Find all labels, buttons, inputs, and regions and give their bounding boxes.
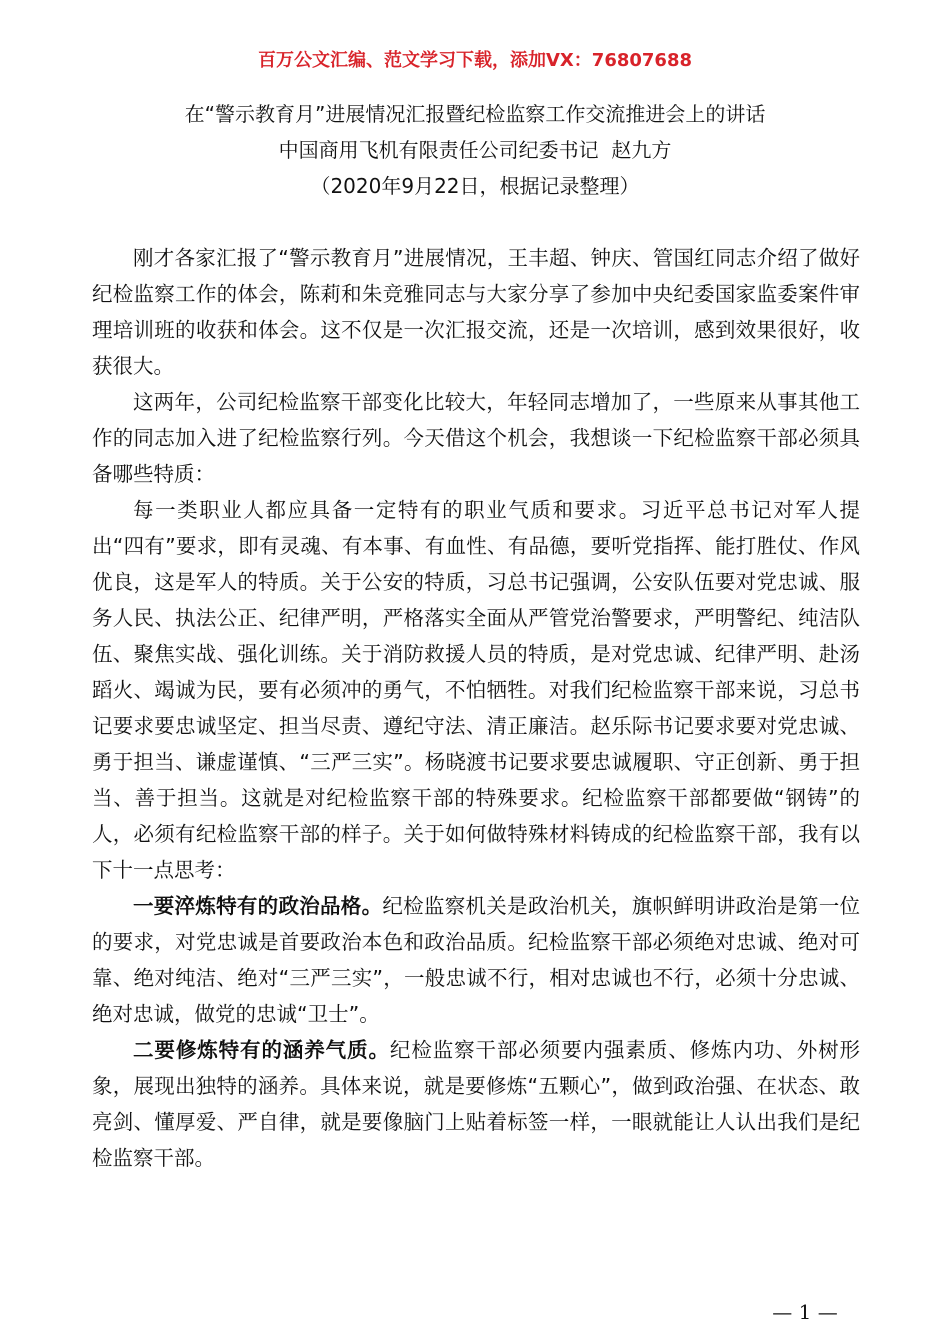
speech-body: [92, 240, 860, 1176]
paragraph-4: [92, 888, 860, 1032]
point-1-heading: 一要淬炼特有的政治品格。: [133, 894, 383, 918]
watermark-banner: 百万公文汇编、范文学习下载，添加VX：76807688: [257, 50, 692, 71]
paragraph-3: 每一类职业人都应具备一定特有的职业气质和要求。习近平总书记对军人提出“四有”要求，即有灵魂、有本事、有血性、有品德，要听党指挥、能打胜仗、作风优良，这是军人的特质。关于公安的特质，习总书记强调，公安队伍要对党忠诚、服务人民、执法公正、纪律严明，严格落实全面从严管党治警要求，严明警纪、纯洁队伍、聚焦实战、强化训练。关于消防救援人员的特质，是对党忠诚、纪律严明、赴汤蹈火、竭诚为民，要有必须冲的勇气，不怕牺牲。对我们纪检监察干部来说，习总书记要求要忠诚坚定、担当尽责、遵纪守法、清正廉洁。赵乐际书记要求要对党忠诚、勇于担当、谦虚谨慎、“三严三实”。杨晓渡书记要求要忠诚履职、守正创新、勇于担当、善于担当。这就是对纪检监察干部的特殊要求。纪检监察干部都要做“钢铸”的人，必须有纪检监察干部的样子。关于如何做特殊材料铸成的纪检监察干部，我有以下十一点思考：: [92, 498, 860, 882]
point-2-heading: 二要修炼特有的涵养气质。: [133, 1038, 390, 1062]
date-note: （2020年9月22日，根据记录整理）: [310, 174, 640, 198]
speaker-line: 中国商用飞机有限责任公司纪委书记 赵九方: [278, 138, 672, 162]
speech-header: [0, 96, 950, 204]
paragraph-5: [92, 1032, 860, 1176]
page-number: — 1 —: [772, 1300, 838, 1324]
paragraph-2: 这两年，公司纪检监察干部变化比较大，年轻同志增加了，一些原来从事其他工作的同志加入进了纪检监察行列。今天借这个机会，我想谈一下纪检监察干部必须具备哪些特质：: [92, 390, 860, 486]
point-2-text: 纪检监察干部必须要内强素质、修炼内功、外树形象，展现出独特的涵养。具体来说，就是要修炼“五颗心”，做到政治强、在状态、敢亮剑、懂厚爱、严自律，就是要像脑门上贴着标签一样，一眼就能让人认出我们是纪检监察干部。: [92, 1038, 861, 1170]
speech-title: 在“警示教育月”进展情况汇报暨纪检监察工作交流推进会上的讲话: [184, 102, 766, 126]
point-1-text: 纪检监察机关是政治机关，旗帜鲜明讲政治是第一位的要求，对党忠诚是首要政治本色和政治品质。纪检监察干部必须绝对忠诚、绝对可靠、绝对纯洁、绝对“三严三实”，一般忠诚不行，相对忠诚也不行，必须十分忠诚、绝对忠诚，做党的忠诚“卫士”。: [92, 894, 861, 1026]
paragraph-1: 刚才各家汇报了“警示教育月”进展情况，王丰超、钟庆、管国红同志介绍了做好纪检监察工作的体会，陈莉和朱竞雅同志与大家分享了参加中央纪委国家监委案件审理培训班的收获和体会。这不仅是一次汇报交流，还是一次培训，感到效果很好，收获很大。: [92, 246, 860, 378]
